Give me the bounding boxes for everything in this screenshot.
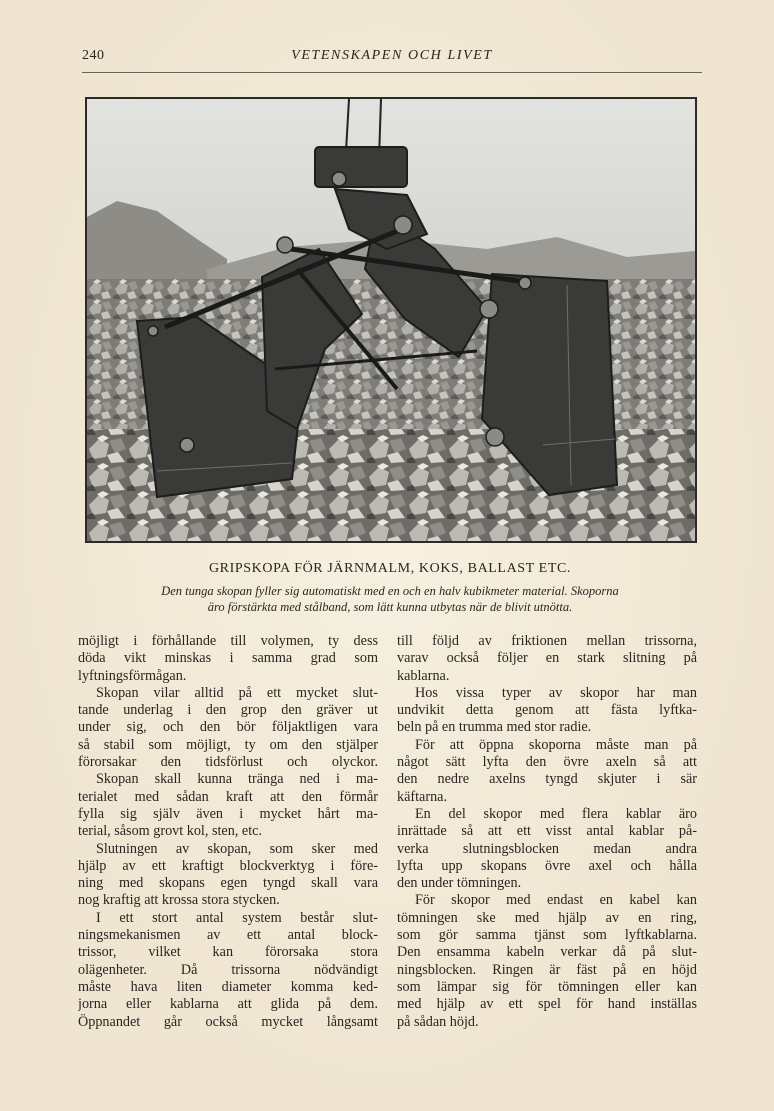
body-text-line: tande underlag i den grop den gräver ut (78, 702, 378, 719)
body-text-line: den nedre axelns tyngd skjuter i sär (397, 771, 697, 788)
body-text-line: den under tömningen. (397, 875, 522, 892)
body-text-line: Öppnandet går också mycket långsamt (78, 1013, 378, 1030)
body-text-line: hjälp av ett kraftigt blockverktyg i före- (78, 857, 378, 874)
body-text-line: så stabil som möjligt, ty om den stjälper (78, 736, 378, 753)
body-text-line: lyftningsförmågan. (78, 667, 187, 684)
running-title: VETENSKAPEN OCH LIVET (291, 48, 493, 63)
left-text-column (78, 633, 378, 1031)
body-text-line: Den ensamma kabeln verkar då på slut- (397, 944, 697, 961)
body-text-line: tömningen ske med hjälp av en ring, (397, 909, 697, 926)
caption-line: äro förstärkta med stålband, som lätt kunna utbytas när de blivit utnötta. (207, 600, 573, 614)
body-text-line: som lämpar sig för tömningen eller kan (397, 978, 697, 995)
body-text-line: på sådan höjd. (397, 1013, 479, 1030)
right-text-column (397, 633, 697, 1031)
body-text-line: ningsblocken. Ringen är fäst på en höjd (397, 961, 697, 978)
body-text-line: döda vikt minskas i samma grad som (78, 650, 378, 667)
grab-bucket-photo-illustration (87, 99, 695, 541)
body-text-line: som gör samma tjänst som lyftkablarna. (397, 927, 697, 944)
body-text-line: måste hava liten diameter komma ked- (78, 978, 378, 995)
body-text-line: Skopan skall kunna tränga ned i ma- (96, 771, 378, 788)
body-text-line: förorsakar den tidsförlust och olyckor. (78, 754, 378, 771)
body-text-line: En del skopor med flera kablar äro (415, 805, 697, 822)
body-text-line: terial, såsom grovt kol, sten, etc. (78, 823, 263, 840)
body-text-line: under sig, och den bör följaktligen vara (78, 719, 378, 736)
body-text-line: jorna eller kablarna att glida på dem. (78, 996, 378, 1013)
photograph-grab-bucket (85, 97, 697, 543)
body-text-line: något sätt lyfta den övre axeln så att (397, 754, 697, 771)
body-text-line: inrättade så att ett visst antal kablar på- (397, 823, 697, 840)
body-text-line: terialet med sådan kraft att den förmår (78, 788, 378, 805)
body-text-line: För att öppna skoporna måste man på (415, 736, 697, 753)
body-text-line: fylla sig själv även i mycket hårt ma- (78, 805, 378, 822)
body-text-line: varav också följer en stark slitning på (397, 650, 697, 667)
caption-line: Den tunga skopan fyller sig automatiskt med en och en halv kubikmeter material. Skoporna (161, 584, 619, 598)
body-text-line: trissor, vilket kan förorsaka stora (78, 944, 378, 961)
body-text-line: lyfta upp skopans övre axel och hålla (397, 857, 697, 874)
figure-caption-title: GRIPSKOPA FÖR JÄRNMALM, KOKS, BALLAST ETC. (208, 561, 572, 576)
body-text-line: Hos vissa typer av skopor har man (415, 684, 697, 701)
body-text-line: kablarna. (397, 667, 450, 684)
body-text-line: Slutningen av skopan, som sker med (96, 840, 378, 857)
body-text-line: undvikit detta genom att fästa lyftka- (397, 702, 697, 719)
body-text-line: I ett stort antal system består slut- (96, 909, 378, 926)
body-text-line: möjligt i förhållande till volymen, ty dess (78, 633, 378, 649)
body-text-line: Skopan vilar alltid på ett mycket slut- (96, 684, 378, 701)
body-text-line: ning med skopans egen tyngd skall vara (78, 875, 378, 892)
body-text-line: olägenheter. Då trissorna nödvändigt (78, 961, 378, 978)
body-text-line: ningsmekanismen av ett antal block- (78, 927, 378, 944)
body-text-line: För skopor med endast en kabel kan (415, 892, 697, 909)
body-text-line: verka slutningsblocken medan andra (397, 840, 697, 857)
body-text-line: nog kraftig att krossa stora stycken. (78, 892, 280, 909)
header-rule (82, 72, 702, 73)
page-number: 240 (82, 48, 105, 63)
page-header (82, 44, 702, 70)
body-text-line: med hjälp av ett spel för hand inställas (397, 996, 697, 1013)
body-text-line: käftarna. (397, 788, 448, 805)
body-text-line: till följd av friktionen mellan trissorna, (397, 633, 697, 649)
body-text-line: beln på en trumma med stor radie. (397, 719, 592, 736)
figure-caption-text (80, 583, 700, 615)
